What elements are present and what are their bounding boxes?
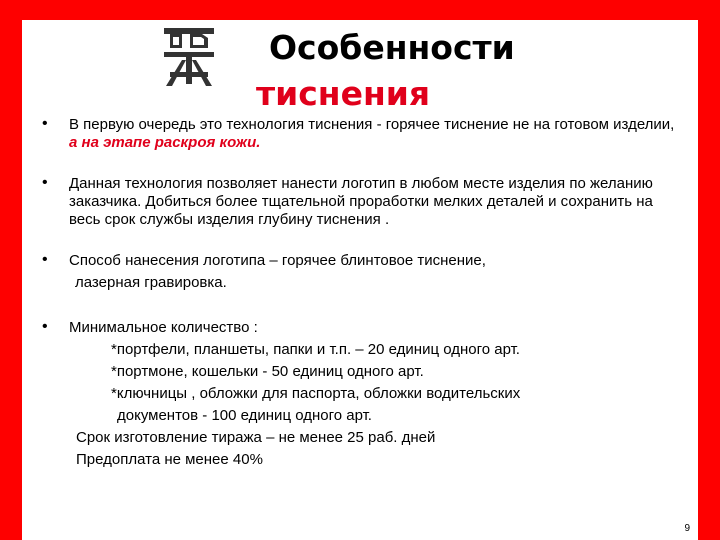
list-item: документов - 100 единиц одного арт. [117, 407, 372, 424]
bullet-continuation: лазерная гравировка. [75, 274, 227, 291]
bullet-dot: • [42, 115, 48, 132]
page-title-line2: тиснения [256, 74, 431, 113]
bullet-text: В первую очередь это технология тиснения - горячее тиснение не на готовом изделии, [69, 116, 675, 133]
footer-line: Предоплата не менее 40% [76, 451, 263, 468]
list-item: *портмоне, кошельки - 50 единиц одного арт. [111, 363, 424, 380]
page-title-line1: Особенности [269, 28, 515, 67]
bullet-item [42, 116, 682, 152]
bullet-dot: • [42, 174, 48, 191]
list-item: *ключницы , обложки для паспорта, обложки водительских [111, 385, 521, 402]
bullet-accent-tail: . [256, 134, 261, 151]
slide-content [42, 116, 682, 469]
bullet-accent-text: а на этапе раскроя кожи [69, 134, 257, 151]
page-number: 9 [684, 523, 690, 534]
bullet-dot: • [42, 251, 48, 268]
bullet-item [42, 175, 682, 229]
company-logo-icon [160, 22, 218, 90]
footer-line: Срок изготовление тиража – не менее 25 раб. дней [76, 429, 436, 446]
bullet-text: Данная технология позволяет нанести логотип в любом месте изделия по желанию заказчика. Добиться более тщательной проработки мелких деталей и сохранить на весь срок службы изделия глубину тиснения . [69, 175, 653, 228]
list-item: *портфели, планшеты, папки и т.п. – 20 единиц одного арт. [111, 341, 520, 358]
bullet-dot: • [42, 318, 48, 335]
bullet-item [42, 319, 682, 337]
bullet-text: Минимальное количество : [69, 319, 258, 336]
bullet-text: Способ нанесения логотипа – горячее блинтовое тиснение, [69, 252, 486, 269]
bullet-item [42, 252, 682, 270]
